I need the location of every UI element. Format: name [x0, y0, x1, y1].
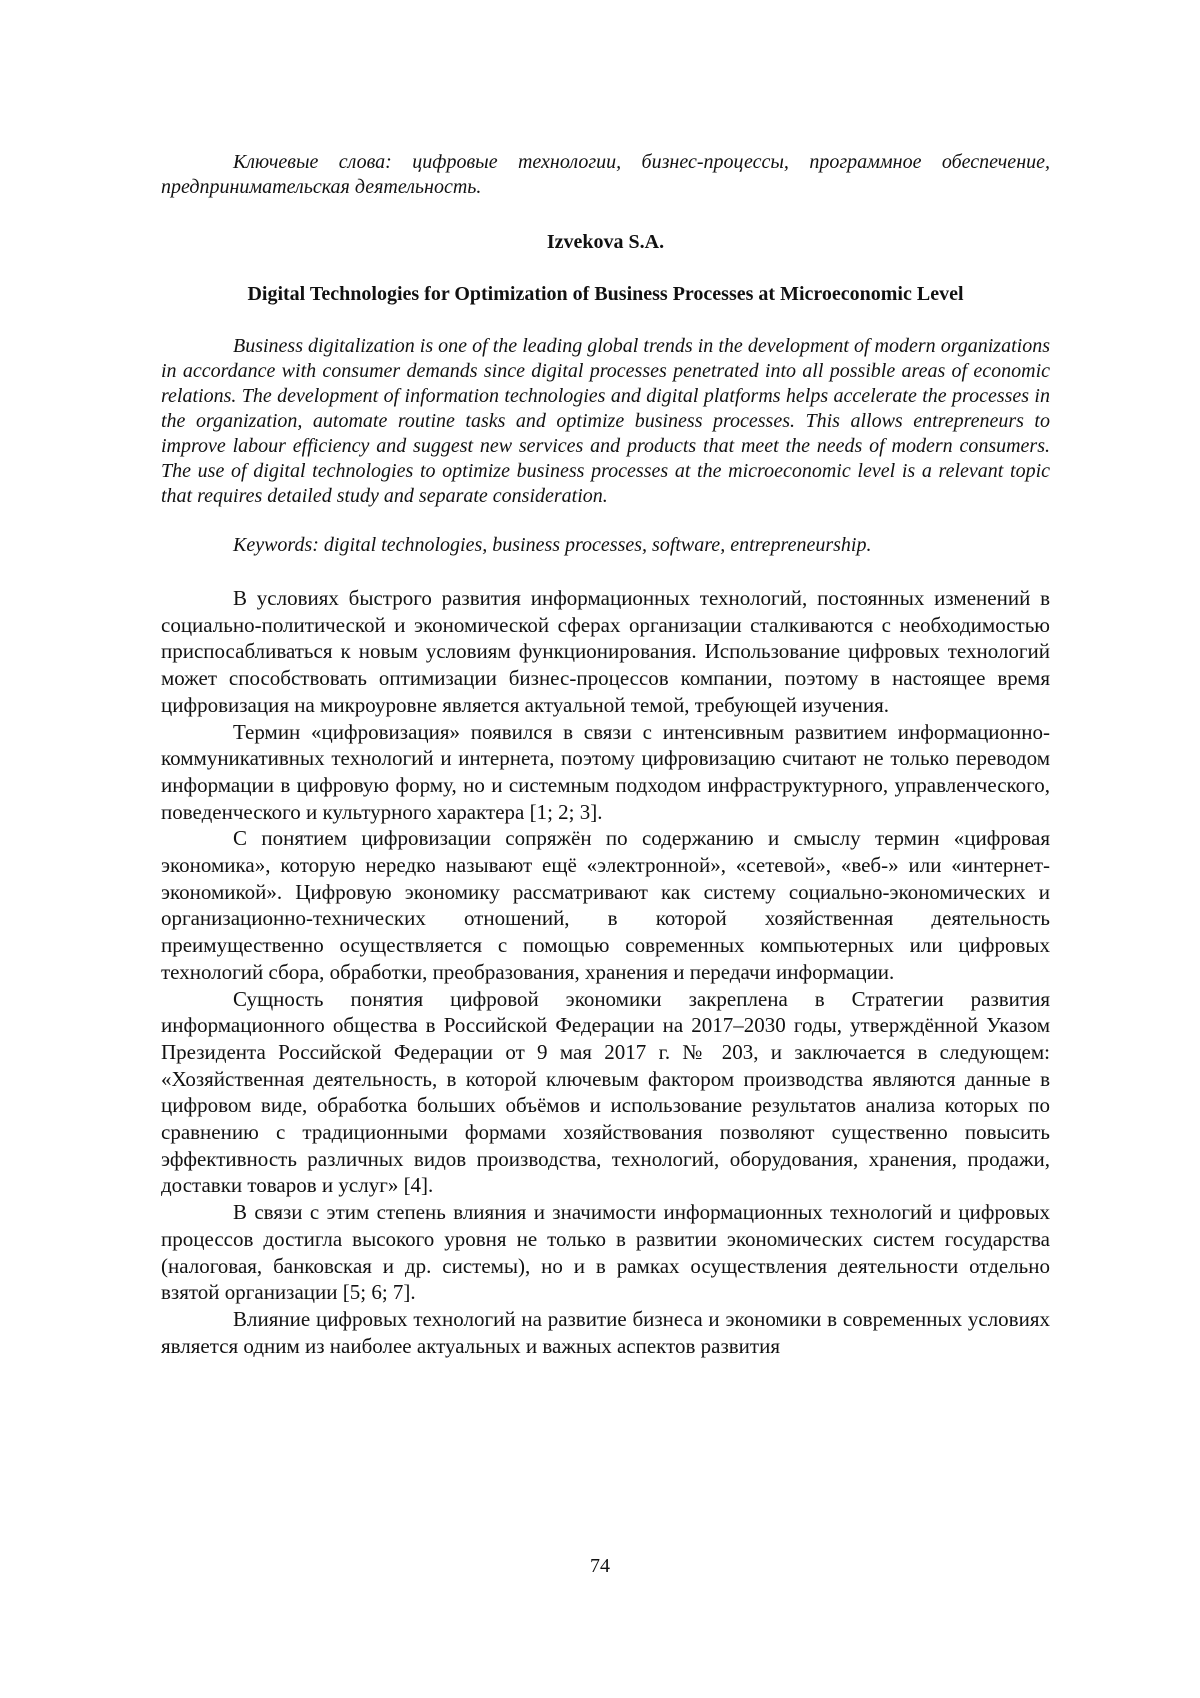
article-title: Digital Technologies for Optimization of Business Processes at Microeconomic Level [161, 282, 1050, 307]
body-paragraph: Термин «цифровизация» появился в связи с интенсивным развитием информационно-коммуникативных технологий и интернета, поэтому цифровизацию считают не только переводом информации в цифровую форму, но и системным подходом инфраструктурного, управленческого, поведенческого и культурного характера [1; 2; 3]. [161, 719, 1050, 826]
page-number: 74 [0, 1555, 1200, 1578]
author: Izvekova S.A. [161, 230, 1050, 255]
body-paragraph: Сущность понятия цифровой экономики закреплена в Стратегии развития информационного общества в Российской Федерации на 2017–2030 годы, утверждённой Указом Президента Российской Федерации от 9 мая 2017 г. № 203, и заключается в следующем: «Хозяйственная деятельность, в которой ключевым фактором производства являются данные в цифровом виде, обработка больших объёмов и использование результатов анализа которых по сравнению с традиционными формами хозяйствования позволяют существенно повысить эффективность различных видов производства, технологий, оборудования, хранения, продажи, доставки товаров и услуг» [4]. [161, 986, 1050, 1200]
body-paragraph: В условиях быстрого развития информационных технологий, постоянных изменений в социально-политической и экономической сферах организации сталкиваются с необходимостью приспосабливаться к новым условиям функционирования. Использование цифровых технологий может способствовать оптимизации бизнес-процессов компании, поэтому в настоящее время цифровизация на микроуровне является актуальной темой, требующей изучения. [161, 585, 1050, 719]
keywords-en: Keywords: digital technologies, business processes, software, entrepreneurship. [161, 533, 1050, 558]
abstract: Business digitalization is one of the leading global trends in the development of modern organizations in accordance with consumer demands since digital processes penetrated into all possible areas of economic relations. The development of information technologies and digital platforms helps accelerate the processes in the organization, automate routine tasks and optimize business processes. This allows entrepreneurs to improve labour efficiency and suggest new services and products that meet the needs of modern consumers. The use of digital technologies to optimize business processes at the microeconomic level is a relevant topic that requires detailed study and separate consideration. [161, 334, 1050, 509]
body-paragraph: С понятием цифровизации сопряжён по содержанию и смыслу термин «цифровая экономика», которую нередко называют ещё «электронной», «сетевой», «веб-» или «интернет-экономикой». Цифровую экономику рассматривают как систему социально-экономических и организационно-технических отношений, в которой хозяйственная деятельность преимущественно осуществляется с помощью современных компьютерных или цифровых технологий сбора, обработки, преобразования, хранения и передачи информации. [161, 825, 1050, 985]
keywords-ru: Ключевые слова: цифровые технологии, бизнес-процессы, программное обеспечение, предпринимательская деятельность. [161, 150, 1050, 200]
body-paragraph: Влияние цифровых технологий на развитие бизнеса и экономики в современных условиях является одним из наиболее актуальных и важных аспектов развития [161, 1306, 1050, 1359]
body-paragraph: В связи с этим степень влияния и значимости информационных технологий и цифровых процессов достигла высокого уровня не только в развитии экономических систем государства (налоговая, банковская и др. системы), но и в рамках осуществления деятельности отдельно взятой организации [5; 6; 7]. [161, 1199, 1050, 1306]
document-page [0, 0, 1200, 1698]
text-column [161, 150, 1050, 1359]
